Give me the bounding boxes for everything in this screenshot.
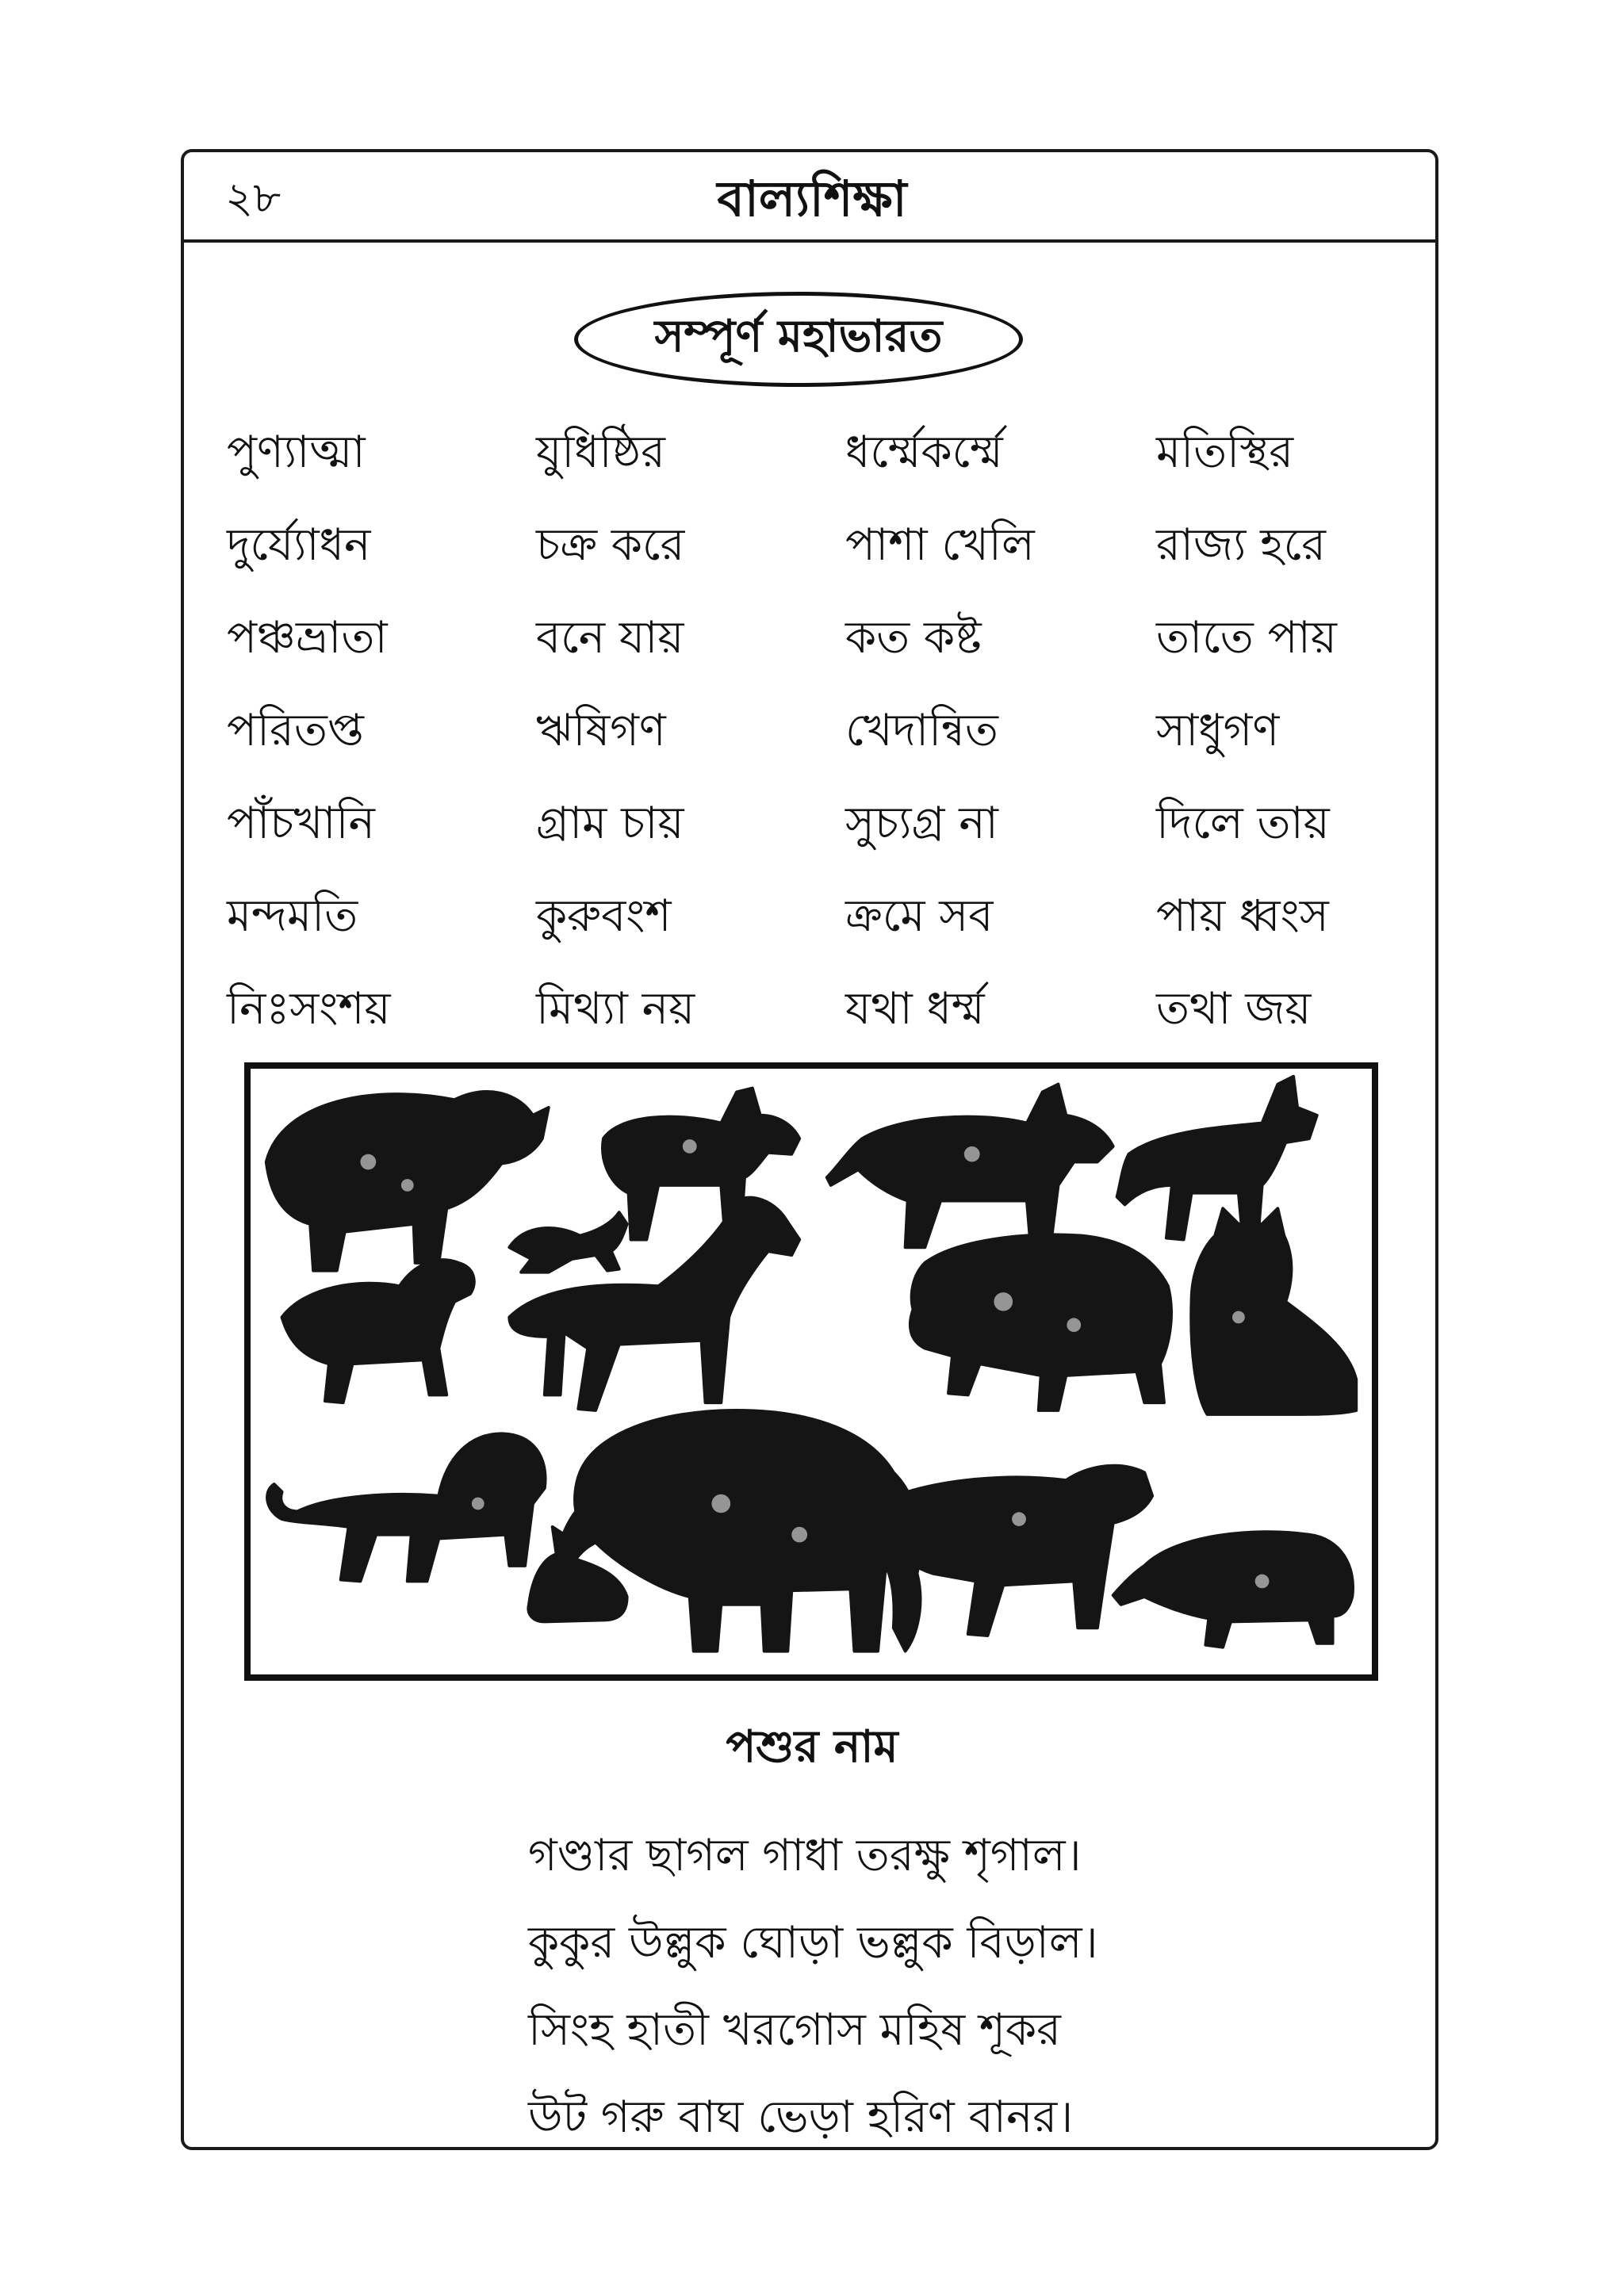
book-title: বাল্যশিক্ষা [717,170,907,228]
poem-title: সম্পূর্ণ মহাভারত [654,311,943,362]
poem-word: খেদান্বিত [845,705,998,756]
bear-icon [910,1234,1171,1410]
verse-line: সিংহ হাতী খরগোস মহিষ শূকর [528,2004,1061,2056]
goat-icon [509,1212,626,1272]
dog-icon [282,1260,474,1402]
poem-word: মন্দমতি [227,890,358,942]
cat-icon [1191,1208,1356,1414]
verse-line: কুকুর উল্লুক ঘোড়া ভল্লুক বিড়াল। [528,1917,1098,1969]
verse-line: উট গরু বাঘ ভেড়া হরিণ বানর। [528,2091,1074,2143]
animal-illustration-svg [251,1069,1372,1674]
poem-word: পাঁচখানি [227,798,375,849]
poem-word: কত কষ্ট [845,612,982,664]
animal-names-verse [528,1812,1098,2161]
poem-word: দুর্য্যোধন [227,519,371,571]
verse-line: গণ্ডার ছাগল গাধা তরক্ষু শৃগাল। [528,1830,1082,1881]
boar-icon [1113,1532,1353,1647]
poem-word: যথা ধর্ম্ম [845,983,985,1035]
poem-word: বনে যায় [536,612,684,664]
poem-word: তাতে পায় [1156,612,1337,664]
illustration-caption: পশুর নাম [726,1721,898,1773]
lion-icon [267,1433,546,1581]
poem-word: দিলে তায় [1156,798,1330,849]
poem-word: পাশা খেলি [845,519,1035,571]
poem-word: কুরুবংশ [536,890,672,942]
poem-word: পঞ্চভ্রাতা [227,612,388,664]
poem-word: ক্রমে সব [845,890,994,942]
poem-word: পরিতপ্ত [227,705,364,756]
page-number: ২৮ [225,173,282,223]
poem-word: গ্রাম চায় [536,798,684,849]
animal-illustration [244,1062,1378,1681]
poem-word: ধর্ম্মেকর্ম্মে [845,427,1003,478]
poem-word: পায় ধ্বংস [1156,890,1329,942]
poem-title-oval [574,292,1023,387]
hyena-icon [827,1085,1113,1248]
poem-word: চক্র করে [536,519,685,571]
poem-word: সুচ্যগ্র না [845,798,998,849]
poem-word: ঋষিগণ [536,705,666,756]
poem-word: পুণ্যাত্মা [227,427,366,478]
poem-word: যুধিষ্ঠির [536,427,665,478]
poem-word: তথা জয় [1156,983,1312,1035]
poem-word: মতিস্থির [1156,427,1294,478]
poem-word: রাজ্য হরে [1156,519,1326,571]
poem-word: সাধুগণ [1156,705,1280,756]
poem-word: নিঃসংশয় [227,983,391,1035]
poem-word: মিথ্যা নয় [536,983,695,1035]
poem-word-grid [227,406,1385,1055]
jackal-icon [1117,1077,1317,1240]
